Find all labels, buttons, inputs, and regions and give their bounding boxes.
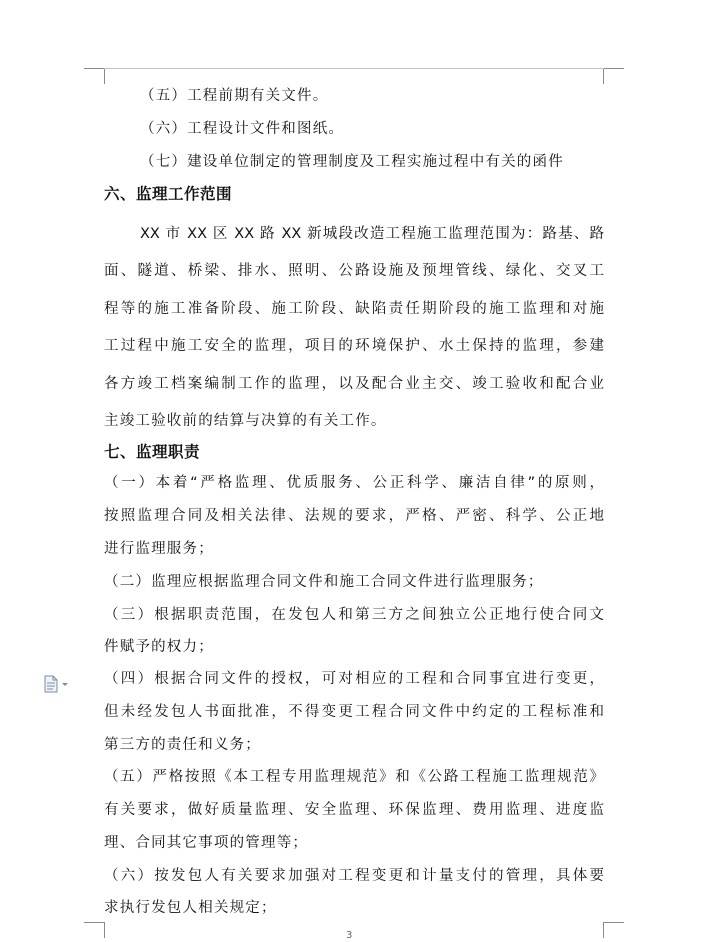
crop-mark-bottom-left-v <box>104 922 105 938</box>
section-7-line: （一）本着“严格监理、优质服务、公正科学、廉洁自律”的原则， <box>104 475 604 491</box>
section-6-heading: 六、监理工作范围 <box>104 185 233 203</box>
crop-mark-bottom-right-h <box>604 922 624 923</box>
section-7-line: 有关要求，做好质量监理、安全监理、环保监理、费用监理、进度监 <box>104 802 604 818</box>
section-7-line: （六）按发包人有关要求加强对工程变更和计量支付的管理，具体要 <box>104 868 604 884</box>
section-7-line: （二）监理应根据监理合同文件和施工合同文件进行监理服务； <box>104 574 544 590</box>
section-7-line: 第三方的责任和义务； <box>104 737 261 753</box>
section-6-line: XX 市 XX 区 XX 路 XX 新城段改造工程施工监理范围为：路基、路 <box>140 226 604 242</box>
section-7-line: 但未经发包人书面批准，不得变更工程合同文件中约定的工程标准和 <box>104 704 604 720</box>
crop-mark-bottom-left-h <box>84 922 104 923</box>
section-7-line: 求执行发包人相关规定； <box>104 900 277 916</box>
paragraph-options-icon[interactable] <box>42 674 70 694</box>
list-item-5: （五）工程前期有关文件。 <box>140 88 329 104</box>
page-number: 3 <box>346 930 353 941</box>
section-7-line: 件赋予的权力； <box>104 639 214 655</box>
section-6-line: 工过程中施工安全的监理，项目的环境保护、水土保持的监理，参建 <box>104 338 604 354</box>
crop-mark-top-right-h <box>604 68 624 69</box>
section-6-line: 各方竣工档案编制工作的监理，以及配合业主交、竣工验收和配合业 <box>104 376 604 392</box>
section-7-line: （五）严格按照《本工程专用监理规范》和《公路工程施工监理规范》 <box>104 769 604 785</box>
section-6-line: 面、隧道、桥梁、排水、照明、公路设施及预埋管线、绿化、交叉工 <box>104 263 604 279</box>
crop-mark-top-left-h <box>84 68 104 69</box>
list-item-7: （七）建设单位制定的管理制度及工程实施过程中有关的函件 <box>140 154 564 170</box>
section-6-line: 程等的施工准备阶段、施工阶段、缺陷责任期阶段的施工监理和对施 <box>104 301 604 317</box>
section-7-line: 按照监理合同及相关法律、法规的要求，严格、严密、科学、公正地 <box>104 508 604 524</box>
crop-mark-top-left-v <box>104 68 105 84</box>
section-7-line: （四）根据合同文件的授权，可对相应的工程和合同事宜进行变更， <box>104 671 604 687</box>
section-7-line: （三）根据职责范围，在发包人和第三方之间独立公正地行使合同文 <box>104 607 604 623</box>
list-item-6: （六）工程设计文件和图纸。 <box>140 121 345 137</box>
crop-mark-top-line <box>104 68 604 69</box>
section-6-line: 主竣工验收前的结算与决算的有关工作。 <box>104 413 387 429</box>
section-7-line: 进行监理服务； <box>104 541 214 557</box>
crop-mark-top-right-v <box>603 68 604 84</box>
section-7-line: 理、合同其它事项的管理等； <box>104 835 309 851</box>
crop-mark-bottom-right-v <box>603 922 604 938</box>
section-7-heading: 七、监理职责 <box>104 443 201 461</box>
